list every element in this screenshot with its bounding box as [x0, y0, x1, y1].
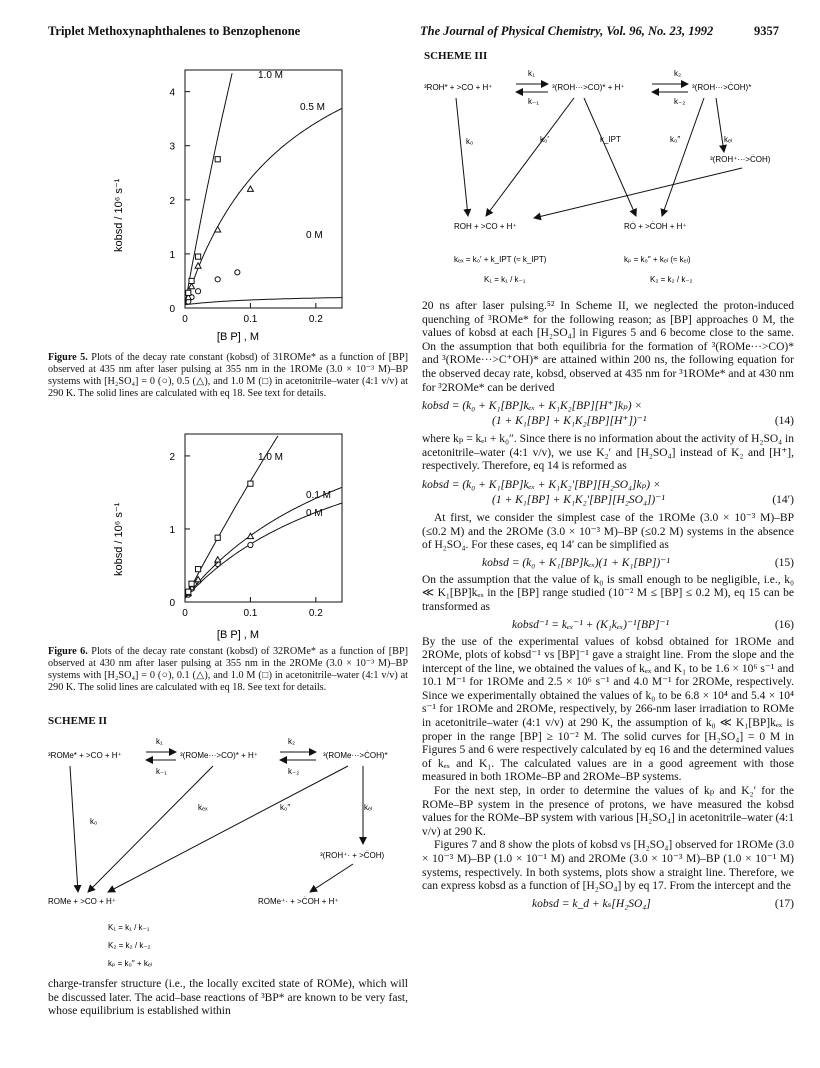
- scheme2-k0-arrow: [70, 766, 78, 892]
- equation-16: [422, 618, 794, 633]
- series-curve-1_0M: [185, 73, 232, 304]
- scheme3-ion-arrow: [534, 168, 742, 218]
- x-tick-label: 0.1: [243, 608, 258, 619]
- figure5-xlabel: [B P] , M: [216, 331, 260, 343]
- scheme3-species-2: ³(ROH···>CO)* + H⁺: [552, 83, 625, 92]
- data-point-triangle: [215, 227, 221, 232]
- equation-16-body: kobsd⁻¹ = kₑₓ⁻¹ + (K₁kₑₓ)⁻¹[BP]⁻¹: [512, 618, 670, 631]
- figure6-plot: [110, 426, 370, 646]
- equation-17: [422, 897, 794, 912]
- scheme3-kel: kₑₗ: [724, 135, 733, 144]
- equation-14-prime: [422, 478, 794, 508]
- data-point-square: [189, 581, 194, 586]
- y-tick-label: 0: [169, 304, 175, 315]
- scheme3-diagram: [424, 62, 796, 294]
- figure5: [110, 62, 370, 352]
- curve-label: 1.0 M: [258, 452, 284, 463]
- right-column-text: [422, 300, 794, 912]
- scheme2-def-2: K₂ = k₂ / k₋₂: [108, 941, 151, 950]
- scheme2-diagram: [48, 732, 408, 974]
- scheme2-k1: k₁: [156, 737, 163, 746]
- equation-14-line-1: kobsd = (k₀ + K₁[BP]kₑₓ + K₁K₂[BP][H⁺]kₚ) ×: [422, 400, 643, 413]
- equation-17-body: kobsd = k_d + kₛ[H₂SO₄]: [532, 897, 651, 910]
- scheme2-k0: k₀: [90, 817, 98, 826]
- figure6-caption-text: Plots of the decay rate constant (kobsd) of 32ROMe* as a function of [BP] observed at 430 nm after laser pulsing at 355 nm in the 2ROMe (3.0 × 10⁻³ M)–BP systems with [H₂SO₄] = 0 (○), 0.1 (△), and 1.0 M (□) in acetonitrile–water (4:1 v/v) at 290 K. The solid lines are calculated with eq 18. See text for details.: [48, 646, 409, 693]
- scheme3-def-3: K₁ = k₁ / k₋₁: [484, 275, 526, 284]
- scheme3-product-1: ROH + >CO + H⁺: [454, 222, 517, 231]
- scheme3-species-1: ³ROH* + >CO + H⁺: [424, 83, 493, 92]
- scheme3-k1: k₁: [528, 69, 535, 78]
- figure6: [110, 426, 370, 646]
- paragraph-2: where kₚ = kₑₗ + k₀″. Since there is no information about the activity of H₂SO₄ in acetonitrile–water (4:1 v/v), we use K₂′ and [H₂SO₄] instead of K₂ and [H⁺], respectively. Therefore, eq 14 is reformed as: [422, 433, 794, 473]
- x-tick-label: 0.1: [243, 314, 258, 325]
- scheme2-km1: k₋₁: [156, 767, 167, 776]
- x-tick-label: 0.2: [308, 608, 323, 619]
- scheme3-def-2: kₚ = k₀″ + kₑₗ (≈ kₑₗ): [624, 255, 691, 264]
- data-point-square: [215, 535, 220, 540]
- scheme3-title: SCHEME III: [424, 50, 488, 62]
- equation-14: [422, 399, 794, 429]
- page-number: 9357: [754, 24, 779, 38]
- data-point-square: [215, 157, 220, 162]
- scheme2-title: SCHEME II: [48, 715, 107, 727]
- scheme3-km1: k₋₁: [528, 97, 539, 106]
- scheme3-species-4: ³(ROH⁺···>ĊOH): [710, 155, 771, 164]
- scheme2-kel: kₑₗ: [364, 803, 373, 812]
- data-point-triangle: [215, 557, 221, 562]
- scheme2-product-2: ROMe⁺· + >ĊOH + H⁺: [258, 897, 339, 906]
- y-tick-label: 1: [169, 249, 175, 261]
- scheme3-km2: k₋₂: [674, 97, 686, 106]
- curve-label: 0 M: [306, 230, 323, 241]
- paragraph-4: On the assumption that the value of k₀ is small enough to be negligible, i.e., k₀ ≪ K₁[BP]kₑₓ in the [BP] range studied (10⁻² M ≤ [BP] ≤ 0.2 M), eq 15 can be transformed as: [422, 573, 794, 613]
- y-tick-label: 3: [169, 141, 175, 153]
- paragraph-6: For the next step, in order to determine the values of kₚ and K₂′ for the ROMe–BP system in the presence of protons, we have measured the kobsd values for the ROMe–BP system with various [H₂SO₄] in acetonitrile–water (4:1 v/v) at 290 K.: [422, 785, 794, 838]
- scheme3-def-4: K₂ = k₂ / k₋₂: [650, 275, 693, 284]
- data-point-circle: [195, 289, 200, 294]
- scheme2-k0pp-arrow: [108, 766, 348, 892]
- data-point-square: [195, 567, 200, 572]
- curve-label: 0 M: [306, 508, 323, 519]
- scheme3-k0p-arrow: [486, 98, 574, 216]
- paragraph-1: 20 ns after laser pulsing.⁵² In Scheme II, we neglected the proton-induced quenching of ³ROMe* for the following reason; as [BP] approaches 0 M, the values of kobsd at each [H₂SO₄] in Figures 5 and 6 become close to the same. On the assumption that both equilibria for the formation of ³(ROMe···>CO)* and ³(ROMe···>C⁺OH)* are attained within 200 ns, the following equation for the observed decay rate, kobsd, observed at 435 nm for ³1ROMe* and at 430 nm for ³2ROMe* can be derived: [422, 300, 794, 394]
- data-point-circle: [235, 270, 240, 275]
- scheme3-k0: k₀: [466, 137, 474, 146]
- equation-15-body: kobsd = (k₀ + K₁[BP]kₑₓ)(1 + K₁[BP])⁻¹: [482, 556, 670, 569]
- figure5-plot: [110, 62, 370, 352]
- equation-15: [422, 556, 794, 571]
- equation-14-prime-line-2: (1 + K₁[BP] + K₁K₂′[BP][H₂SO₄])⁻¹: [492, 493, 665, 506]
- equation-16-number: (16): [774, 618, 794, 631]
- scheme2-product-1: ROMe + >CO + H⁺: [48, 897, 117, 906]
- figure6-xlabel: [B P] , M: [216, 629, 260, 641]
- scheme3-k2: k₂: [674, 69, 682, 78]
- x-tick-label: 0: [182, 314, 188, 325]
- running-header-left: Triplet Methoxynaphthalenes to Benzophenone: [48, 24, 301, 38]
- figure6-caption: [48, 646, 408, 694]
- data-point-square: [248, 481, 253, 486]
- equation-15-number: (15): [774, 556, 794, 569]
- scheme2-ion-arrow: [310, 864, 353, 892]
- equation-14-prime-number: (14′): [772, 493, 794, 506]
- scheme3-species-3: ³(ROH···>ĊOH)*: [692, 83, 752, 92]
- scheme2-def-1: K₁ = k₁ / k₋₁: [108, 923, 150, 932]
- scheme3-k0p: k₀′: [540, 135, 549, 144]
- series-curve-0_5M: [185, 108, 342, 304]
- data-point-circle: [215, 277, 220, 282]
- figure6-ylabel: kobsd / 10⁶ s⁻¹: [113, 502, 125, 576]
- scheme3-k0pp-arrow: [662, 98, 704, 216]
- scheme2-species-1: ³ROMe* + >CO + H⁺: [48, 751, 122, 760]
- data-point-triangle: [247, 186, 253, 191]
- figure6-caption-label: Figure 6.: [48, 646, 88, 657]
- scheme3-kIPT-arrow: [584, 98, 636, 216]
- scheme2-k2: k₂: [288, 737, 296, 746]
- scheme3: [424, 62, 796, 294]
- data-point-square: [189, 278, 194, 283]
- scheme2-k0pp: k₀″: [280, 803, 291, 812]
- y-tick-label: 4: [169, 87, 175, 99]
- scheme3-kIPT: k_IPT: [600, 135, 621, 144]
- data-point-square: [186, 290, 191, 295]
- paragraph-3: At first, we consider the simplest case of the 1ROMe (3.0 × 10⁻³ M)–BP (≤0.2 M) and the 2ROMe (3.0 × 10⁻³ M)–BP (≤0.2 M) systems in the absence of H₂SO₄. For these cases, eq 14′ can be simplified as: [422, 511, 794, 552]
- scheme2-species-4: ³(ROH⁺· + >ĊOH): [320, 851, 385, 860]
- left-column-bottom-paragraph: charge-transfer structure (i.e., the locally excited state of ROMe), which will be discussed later. The acid–base reactions of ³BP* are known to be very fast, whose equilibrium is established within: [48, 978, 408, 1018]
- equation-17-number: (17): [774, 897, 794, 910]
- curve-label: 1.0 M: [258, 70, 284, 81]
- scheme2-def-3: kₚ = k₀″ + kₑₗ: [108, 959, 153, 968]
- equation-14-number: (14): [774, 415, 794, 428]
- scheme2: [48, 732, 408, 974]
- scheme3-product-2: RȮ + >ĊOH + H⁺: [624, 222, 687, 231]
- figure5-caption-text: Plots of the decay rate constant (kobsd) of 31ROMe* as a function of [BP] observed at 435 nm after laser pulsing at 355 nm in the 1ROMe (3.0 × 10⁻³ M)–BP systems with [H₂SO₄] = 0 (○), 0.5 (△), and 1.0 M (□) in acetonitrile–water (4:1 v/v) at 290 K. The solid lines are calculated with eq 18. See text for details.: [48, 352, 409, 399]
- y-tick-label: 0: [169, 598, 175, 609]
- series-curve-0_1M: [185, 487, 342, 598]
- scheme2-kex: kₑₓ: [198, 803, 208, 812]
- data-point-square: [186, 589, 191, 594]
- scheme2-kex-arrow: [88, 766, 213, 892]
- series-curve-0M: [185, 298, 342, 305]
- data-point-circle: [248, 542, 253, 547]
- data-point-square: [195, 254, 200, 259]
- figure5-caption: [48, 352, 408, 400]
- running-header-journal: The Journal of Physical Chemistry, Vol. 96, No. 23, 1992: [420, 24, 714, 38]
- scheme3-k0-arrow: [456, 98, 468, 216]
- y-tick-label: 2: [169, 451, 175, 463]
- y-tick-label: 2: [169, 195, 175, 207]
- scheme2-species-3: ³(ROMe···>ĊOH)*: [323, 751, 388, 760]
- scheme3-k0pp: k₀″: [670, 135, 681, 144]
- equation-14-prime-line-1: kobsd = (k₀ + K₁[BP]kₑₓ + K₁K₂′[BP][H₂SO₄]kₚ) ×: [422, 478, 661, 491]
- figure5-caption-label: Figure 5.: [48, 352, 88, 363]
- scheme3-def-1: kₑₓ = k₀′ + k_IPT (≈ k_IPT): [454, 255, 547, 264]
- curve-label: 0.1 M: [306, 490, 332, 501]
- scheme3-kel-arrow: [716, 98, 724, 152]
- scheme2-species-2: ³(ROMe···>CO)* + H⁺: [180, 751, 258, 760]
- paragraph-7: Figures 7 and 8 show the plots of kobsd vs [H₂SO₄] observed for 1ROMe (3.0 × 10⁻³ M)–BP (1.0 × 10⁻¹ M) and 2ROMe (3.0 × 10⁻³ M)–BP (1.0 × 10⁻¹ M) systems, respectively. In both systems, plots show a straight line. Therefore, we can express kobsd as a function of [H₂SO₄] by eq 17. From the intercept and the: [422, 839, 794, 893]
- paragraph-5: By the use of the experimental values of kobsd obtained for 1ROMe and 2ROMe, plots of kobsd⁻¹ vs [BP]⁻¹ gave a straight line. From the slope and the intercept of the line, we obtained the values of kₑₓ and K₁ to be 1.6 × 10⁶ s⁻¹ and 10.1 M⁻¹ for 1ROMe and 2.5 × 10⁶ s⁻¹ and 4.0 M⁻¹ for 2ROMe, respectively. Since we experimentally obtained the values of k₀ to be 6.8 × 10⁴ and 5.4 × 10⁴ s⁻¹ for 1ROMe and 2ROMe, respectively, by 266-nm laser irradiation to ROMe in acetonitrile–water (4:1 v/v) at 290 K, the assumption of k₀ ≪ K₁[BP]kₑₓ is proper in the range [BP] ≥ 10⁻² M. The solid curves for [H₂SO₄] = 0 M in Figures 5 and 6 were respectively calculated by eq 16 and the determined values of kₑₓ and K₁. The calculated values are in a good agreement with those measured in both 1ROMe–BP and 2ROMe–BP systems.: [422, 635, 794, 784]
- equation-14-line-2: (1 + K₁[BP] + K₁K₂[BP][H⁺])⁻¹: [492, 415, 647, 428]
- x-tick-label: 0: [182, 608, 188, 619]
- scheme2-km2: k₋₂: [288, 767, 300, 776]
- figure5-ylabel: kobsd / 10⁶ s⁻¹: [113, 178, 125, 252]
- y-tick-label: 1: [169, 524, 175, 536]
- curve-label: 0.5 M: [300, 102, 326, 113]
- x-tick-label: 0.2: [308, 314, 323, 325]
- data-point-triangle: [189, 283, 195, 288]
